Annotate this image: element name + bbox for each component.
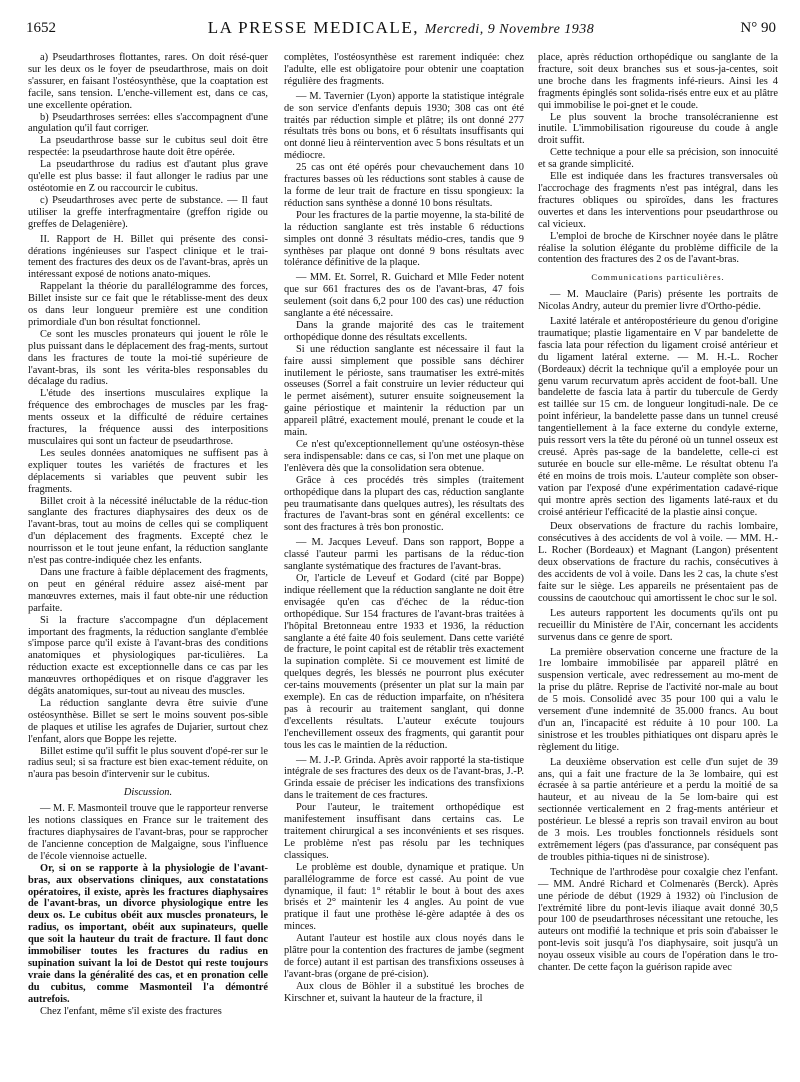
paragraph: Les seules données anatomiques ne suffisent pas à expliquer toutes les variétés de fractures et les déplacements si variables que peuvent subir les fragments. — [28, 447, 268, 495]
paragraph: II. Rapport de H. Billet qui présente des consi-dérations ingénieuses sur l'aspect clinique et le trai-tement des fractures des deux os de l'avant-bras, après un intéressant exposé de notions anato-miques. — [28, 233, 268, 281]
paragraph: Le problème est double, dynamique et pratique. Un parallélogramme de force est cassé. Au point de vue dynamique, il faut: 1° rétablir le bout à bout des axes brisés et 2° maintenir les 4 angles. Au point de vue pratique il faut une prothèse lé-gère adaptée à des os minces. — [284, 861, 524, 933]
paragraph: Elle est indiquée dans les fractures transversales où l'accrochage des fragments n'est pas intégral, dans les fractures obliques ou spiroïdes, dans les fractures ouvertes et dans les interventions pour pseudarthrose ou cal vicieux. — [538, 171, 778, 230]
column-1 — [28, 52, 268, 1018]
paragraph: — M. Jacques Leveuf. Dans son rapport, Boppe a classé l'auteur parmi les partisans de la réduc-tion sanglante systématique des fractures de l'avant-bras. — [284, 537, 524, 573]
paragraph: place, après réduction orthopédique ou sanglante de la fracture, soit deux branches sus et sous-ja-centes, soit une broche dans les fragments infé-rieurs. Ainsi les 4 fragments épinglés sont solida-risés entre eux et au plâtre qui immobilise le poi-gnet et le coude. — [538, 52, 778, 111]
paragraph: Aux clous de Böhler il a substitué les broches de Kirschner et, suivant la hauteur de la fracture, il — [284, 980, 524, 1004]
paragraph: Or, si on se rapporte à la physiologie de l'avant-bras, aux observations cliniques, aux constatations opératoires, il existe, après les fractures diaphysaires de l'avant-bras, un divorce physiologique entre les deux os. Le cubitus obéit aux muscles pronateurs, le radius, os important, obéit aux supinateurs, quelle que soit la hauteur du trait de fracture. Il faut donc immobiliser toutes les fractures du radius en supination suivant la loi de Destot qui reste toujours vraie dans la généralité des cas, et en pronation celle du cubitus, comme Masmonteil l'a démontré autrefois. — [28, 862, 268, 1005]
section-heading-discussion: Discussion. — [123, 787, 173, 799]
paragraph: Technique de l'arthrodèse pour coxalgie chez l'enfant. — MM. André Richard et Colmenarès (Berck). Après une période de début (1929 à 1932) où l'inclusion de l'extrémité libre du pont-levis iliaque avait donné 30,5 pour 100 de pseudarthroses nécessitant une retouche, les auteurs ont modifié la technique et pris soin d'abaisser le pont-levis soit jusqu'à l'os diaphysaire, soit jusqu'à un noyau osseux visible au cours de l'opération dans le tro-chanter. De cette façon la guérison rapide avec — [538, 866, 778, 974]
paragraph: La pseudarthrose du radius est d'autant plus grave qu'elle est plus basse: il faut allonger le radius par une ostéotomie en Z ou raccourcir le cubitus. — [28, 159, 268, 194]
paragraph: Chez l'enfant, même s'il existe des fractures — [40, 1005, 222, 1017]
paragraph: Ce n'est qu'exceptionnellement qu'une ostéosyn-thèse sera indispensable: dans ce cas, si l'on met une plaque on l'enlèvera dès que la consolidation sera obtenue. — [284, 439, 524, 474]
paragraph: — MM. Et. Sorrel, R. Guichard et Mlle Feder notent que sur 661 fractures des os de l'avant-bras, 47 fois seulement (soit dans 6,2 pour 100 des cas) une réduction sanglante a été nécessaire. — [284, 272, 524, 320]
paragraph: Si la fracture s'accompagne d'un déplacement important des fragments, la réduction sanglante d'emblée s'impose parce qu'il existe à l'avant-bras des conditions anatomiques et physiologiques par-ticulières. La réduction exacte est exceptionnelle dans ce cas par les manœuvres orthopédiques et on risque d'aggraver les dégâts anatomiques, sur-tout au niveau des muscles. — [28, 614, 268, 698]
paragraph: Or, l'article de Leveuf et Godard (cité par Boppe) indique réellement que la réduction sanglante ne doit être envisagée qu'en cas d'échec de la réduc-tion orthopédique. Sur 154 fractures de l'avant-bras traitées à l'hôpital Bretonneau entre 1933 et 1936, la réduction sanglante a été faite 40 fois seulement. Dans cette variété de fracture, le point capital est de rétablir très exactement la supination complète. Si ce mouvement est limité de quelques degrés, les blessés ne pourront plus exécuter cer-tains mouvements (présenter un plat sur la main par exemple). En cas de réduction imparfaite, on n'hésitera pas à recourir au traitement sanglant, qui donne d'excellents résultats. L'auteur exécute toujours l'enchevillement osseux des fragments, qui garantit pour tous les cas le maintien de la réduction. — [284, 572, 524, 751]
paragraph: — M. J.-P. Grinda. Après avoir rapporté la sta-tistique intégrale de ses fractures des deux os de l'avant-bras, J.-P. Grinda essaie de préciser les indications des transfixions dans le traitement de ces fractures. — [284, 754, 524, 802]
paragraph: Ce sont les muscles pronateurs qui jouent le rôle le plus puissant dans le déplacement des frag-ments, surtout dans les fractures de toute la moi-tié supérieure de l'avant-bras, ils sont les vérita-bles responsables du décalage du radius. — [28, 328, 268, 388]
paragraph: — M. Tavernier (Lyon) apporte la statistique intégrale de son service d'enfants depuis 1930; 308 cas ont été traités par réduction simple et plâtre; ils ont donné 277 résultats très bons ou bons, et 6 résultats insuffisants qui ont donné lieu à réintervention avec 5 bons résultats et un médiocre. — [284, 90, 524, 162]
paragraph: Grâce à ces procédés très simples (traitement orthopédique dans la plupart des cas, réduction sanglante peu traumatisante dans quelques autres), les résultats des fractures de l'avant-bras sont en général excellents: ce sont des fractures à très bon pronostic. — [284, 474, 524, 534]
paragraph: b) Pseudarthroses serrées: elles s'accompagnent d'une angulation qu'il faut corriger. — [28, 111, 268, 135]
paragraph: Pour l'auteur, le traitement orthopédique est manifestement insuffisant dans certains cas. Le traitement chirurgical a ses inconvénients et ses risques. Le problème n'est pas résolu par les techniques classiques. — [284, 802, 524, 861]
paragraph: Dans une fracture à faible déplacement des fragments, on peut en général réduire assez aisé-ment par manœuvres externes, mais il faut obte-nir une réduction parfaite. — [28, 566, 268, 614]
paragraph: Rappelant la théorie du parallélogramme des forces, Billet insiste sur ce fait que le rétablisse-ment des deux os dans leur longueur première est une condition primordiale d'un bon résultat fonctionnel. — [28, 281, 268, 328]
paragraph: Dans la grande majorité des cas le traitement orthopédique donne des résultats excellents. — [284, 319, 524, 343]
paragraph: L'emploi de broche de Kirschner noyée dans le plâtre réalise la solution élégante du problème difficile de la contention des fractures des 2 os de l'avant-bras. — [538, 230, 778, 266]
paragraph: complètes, l'ostéosynthèse est rarement indiquée: chez l'adulte, elle est obligatoire pour obtenir une coaptation régulière des fragments. — [284, 52, 524, 87]
paragraph: 25 cas ont été opérés pour chevauchement dans 10 fractures basses où les réductions sont stables à cause de la forme de leur trait de fracture en tissu spongieux: la réduction sans synthèse a donné 10 bons résultats. — [284, 162, 524, 209]
paragraph: c) Pseudarthroses avec perte de substance. — Il faut utiliser la greffe interfragmentaire (greffon rigide ou greffes de Delagenière). — [28, 194, 268, 230]
paragraph: Laxité latérale et antéropostérieure du genou d'origine traumatique; plastie ligamentaire en V par bandelette de fascia lata pour réfection du ligament croisé antérieur et du ligament latéral externe. — M. H.-L. Rocher (Bordeaux) décrit la technique qu'il a employée pour un genu varum recurvatum après accident de foot-ball. Une bandelette de fascia lata à partir du tubercule de Gerdy est taillée sur 15 cm. de longueur longitudi-nale. De ce point inférieur, la bandelette passe dans un tunnel creusé tangentiellement à la face externe du condyle externe, puis ressort vers la tête du péroné où un tunnel osseux est creusé. Après pas-sage de la bandelette, celle-ci est suturée en boucle sur elle-même. Le résultat obtenu l'a été en moins de trois mois. L'auteur complète son obser-vation par l'exposé d'une expérimentation cadavé-rique qui montre après section des ligaments laté-raux et du croisé antérieur l'efficacité de la plastie ainsi conçue. — [538, 316, 778, 518]
section-heading-communications: Communications particulières. — [591, 272, 725, 283]
paragraph: a) Pseudarthroses flottantes, rares. On doit résé-quer sur les deux os le foyer de pseudarthrose, mais on doit s'assurer, en faisant l'ostéosynthèse, que la coaptation est facile, sans tension. L'enche-villement est, dans ce cas, une excellente opération. — [28, 52, 268, 111]
page-number: 1652 — [26, 20, 56, 36]
paragraph: Autant l'auteur est hostile aux clous noyés dans le plâtre pour la contention des fractures de jambe (segment de force) autant il est partisan des transfixions osseuses à l'avant-bras (organe de pré-cision). — [284, 933, 524, 980]
paragraph: — M. F. Masmonteil trouve que le rapporteur renverse les notions classiques en France sur le traitement des fractures diaphysaires de l'avant-bras, pour se rapprocher de l'ancienne conception de Malgaigne, sous l'influence de l'école viennoise actuelle. — [28, 803, 268, 862]
journal-name: LA PRESSE MEDICALE, — [207, 18, 419, 37]
issue-number: N° 90 — [740, 20, 776, 36]
paragraph: L'étude des insertions musculaires explique la fréquence des embrochages de muscles par les frag-ments osseux et la difficulté de réduire certaines fractures, la fréquence aussi des interpositions musculaires qui sont un facteur de pseudarthrose. — [28, 388, 268, 447]
paragraph: Billet estime qu'il suffit le plus souvent d'opé-rer sur le radius seul; si sa fracture est bien exac-tement réduite, on n'aura pas besoin d'intervenir sur le cubitus. — [28, 745, 268, 781]
paragraph: La première observation concerne une fracture de la 1re lombaire immobilisée par appareil plâtré en suspension verticale, avec redressement au mo-ment de la prise du plâtre. Reprise de l'activité nor-male au bout de 5 mois. Consolidé avec 35 pour 100 qui a valu le versement d'une indemnité de 35.000 francs. Au bout d'un an, l'incapacité est réduite à 10 pour 100. La sinistrose et les troubles pithiatiques ont disparu après le règlement du litige. — [538, 646, 778, 753]
paragraph: La deuxième observation est celle d'un sujet de 39 ans, qui a fait une fracture de la 3e lombaire, qui est écrasée à sa partie antérieure et a perdu la moitié de sa hauteur, et au niveau de la 5e lom-baire qui est sectionnée verticalement en 2 frag-ments antérieur et postérieur. Le blessé a repris son travail environ au bout de 3 mois. Les troubles fonctionnels résiduels sont extrêmement légers (pas d'assurance, par conséquent pas de troubles pithia-tiques ni de sinistrose). — [538, 756, 778, 863]
paragraph: Pour les fractures de la partie moyenne, la sta-bilité de la réduction sanglante est très instable 6 réductions simples ont donné 3 résultats médio-cres, tandis que 9 synthèses par plaque ont donné 9 bons résultats avec tolérance définitive de la plaque. — [284, 209, 524, 269]
paragraph: Si une réduction sanglante est nécessaire il faut la faire aussi simplement que possible sans déchirer inutilement le périoste, sans traumatiser les extré-mités osseuses (Sorrel a fait construire un levier réducteur qui le permet aisément), suturer ensuite soigneusement la gaine périostique et maintenir la réduction par un appareil plâtré, exactement moulé, prenant le coude et la main. — [284, 343, 524, 439]
paragraph: Le plus souvent la broche transolécranienne est inutile. L'immobilisation rigoureuse du coude à angle droit suffit. — [538, 111, 778, 147]
paragraph: Billet croit à la nécessité inéluctable de la réduc-tion sanglante des fractures diaphysaires des deux os de l'avant-bras, tout au moins de celles qui se compliquent d'un déplacement des fragments. Excepté chez le nourrisson et le tout jeune enfant, la réduction sanglante n'est pas contre-indiquée chez les enfants. — [28, 495, 268, 567]
journal-title — [26, 18, 776, 38]
paragraph: Cette technique a pour elle sa précision, son innocuité et sa grande simplicité. — [538, 147, 778, 171]
paragraph: La pseudarthrose basse sur le cubitus seul doit être respectée: la pseudarthrose haute doit être opérée. — [28, 135, 268, 159]
paragraph: Les auteurs rapportent les documents qu'ils ont pu recueillir du Ministère de l'Air, concernant les accidents survenus dans ce genre de sport. — [538, 607, 778, 643]
paragraph: La réduction sanglante devra être suivie d'une ostéosynthèse. Billet se sert le moins souvent pos-sible de plaques et utilise les agrafes de Dujarier, surtout chez l'enfant, alors que Boppe les rejette. — [28, 697, 268, 745]
paragraph: — M. Mauclaire (Paris) présente les portraits de Nicolas Andry, auteur du premier livre d'Ortho-pédie. — [538, 289, 778, 313]
column-2 — [284, 52, 524, 1005]
page-header — [26, 18, 776, 40]
column-3 — [538, 52, 778, 974]
paragraph: Deux observations de fracture du rachis lombaire, consécutives à des accidents de vol à voile. — MM. H.-L. Rocher (Bordeaux) et Magnant (Langon) présentent deux observations de fracture du rachis, consécutives à des accidents de vol à voile. Dans les 2 cas, la chute s'est faite sur le siège. Les appareils ne présentaient pas de coussins de caoutchouc qui amortissent le choc sur le sol. — [538, 521, 778, 604]
issue-date: Mercredi, 9 Novembre 1938 — [424, 22, 595, 37]
